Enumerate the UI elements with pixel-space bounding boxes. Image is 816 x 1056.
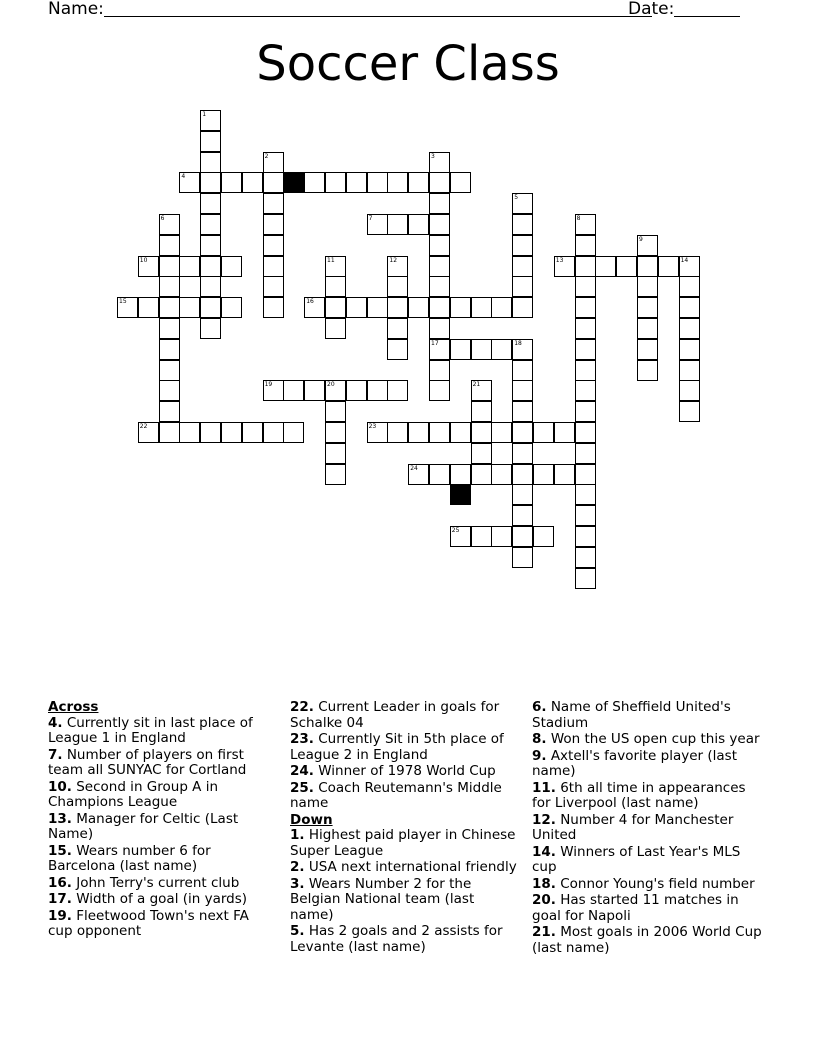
crossword-cell[interactable] xyxy=(159,235,180,256)
crossword-cell[interactable] xyxy=(159,422,180,443)
crossword-cell[interactable] xyxy=(679,276,700,297)
clue-number: 3. xyxy=(290,875,305,892)
clue-item xyxy=(532,781,762,812)
crossword-cell[interactable] xyxy=(575,526,596,547)
crossword-cell[interactable] xyxy=(533,526,554,547)
clue-item xyxy=(290,860,518,876)
crossword-cell[interactable] xyxy=(554,464,575,485)
crossword-cell[interactable] xyxy=(512,339,533,360)
crossword-cell[interactable] xyxy=(471,380,492,401)
crossword-cell[interactable] xyxy=(221,422,242,443)
crossword-cell[interactable] xyxy=(491,339,512,360)
clue-item xyxy=(48,748,273,779)
clue-item xyxy=(48,892,273,908)
crossword-cell[interactable] xyxy=(679,401,700,422)
cell-number: 6 xyxy=(160,215,165,222)
crossword-cell[interactable] xyxy=(637,276,658,297)
crossword-cell[interactable] xyxy=(429,256,450,277)
clue-text: Fleetwood Town's next FA cup opponent xyxy=(48,907,249,939)
clue-number: 7. xyxy=(48,746,63,763)
crossword-cell[interactable] xyxy=(159,339,180,360)
crossword-cell[interactable] xyxy=(387,214,408,235)
clue-text: Axtell's favorite player (last name) xyxy=(532,747,737,779)
crossword-cell[interactable] xyxy=(429,193,450,214)
crossword-cell[interactable] xyxy=(575,256,596,277)
clue-item xyxy=(532,732,762,748)
cell-number: 1 xyxy=(202,111,207,118)
crossword-cell[interactable] xyxy=(263,276,284,297)
crossword-cell[interactable] xyxy=(387,422,408,443)
crossword-cell[interactable] xyxy=(512,256,533,277)
crossword-cell[interactable] xyxy=(263,297,284,318)
crossword-cell[interactable] xyxy=(471,297,492,318)
crossword-cell[interactable] xyxy=(200,193,221,214)
crossword-cell[interactable] xyxy=(200,235,221,256)
crossword-cell[interactable] xyxy=(263,422,284,443)
crossword-cell[interactable] xyxy=(346,297,367,318)
crossword-cell[interactable] xyxy=(387,172,408,193)
crossword-cell[interactable] xyxy=(575,443,596,464)
clue-text: Number 4 for Manchester United xyxy=(532,811,734,843)
clue-item xyxy=(48,844,273,875)
crossword-cell[interactable] xyxy=(575,339,596,360)
clue-number: 1. xyxy=(290,827,305,843)
crossword-cell[interactable] xyxy=(658,256,679,277)
clue-item xyxy=(290,781,518,812)
crossword-cell[interactable] xyxy=(575,568,596,589)
crossword-cell[interactable] xyxy=(159,214,180,235)
clue-number: 2. xyxy=(290,859,305,875)
crossword-cell[interactable] xyxy=(221,256,242,277)
crossword-cell[interactable] xyxy=(408,172,429,193)
cell-number: 19 xyxy=(264,381,273,389)
crossword-cell[interactable] xyxy=(387,276,408,297)
clue-text: 6th all time in appearances for Liverpool (last name) xyxy=(532,779,746,811)
crossword-cell[interactable] xyxy=(200,276,221,297)
clue-heading-across: Across xyxy=(48,699,99,715)
crossword-cell[interactable] xyxy=(575,214,596,235)
crossword-cell[interactable] xyxy=(679,318,700,339)
crossword-cell[interactable] xyxy=(325,401,346,422)
crossword-cell[interactable] xyxy=(263,380,284,401)
crossword-cell[interactable] xyxy=(429,464,450,485)
crossword-cell[interactable] xyxy=(450,297,471,318)
crossword-cell[interactable] xyxy=(471,401,492,422)
crossword-cell[interactable] xyxy=(221,297,242,318)
cell-number: 22 xyxy=(139,423,148,430)
crossword-cell[interactable] xyxy=(429,235,450,256)
crossword-cell[interactable] xyxy=(283,422,304,443)
crossword-cell[interactable] xyxy=(117,297,138,318)
crossword-cell[interactable] xyxy=(491,422,512,443)
crossword-cell[interactable] xyxy=(200,131,221,152)
cell-number: 18 xyxy=(514,339,522,347)
crossword-cell[interactable] xyxy=(138,422,159,443)
crossword-black-cell xyxy=(283,172,304,193)
crossword-cell[interactable] xyxy=(159,401,180,422)
clue-text: Currently sit in last place of League 1 in England xyxy=(48,714,253,746)
crossword-cell[interactable] xyxy=(575,276,596,297)
clue-number: 16. xyxy=(48,874,72,891)
crossword-cell[interactable] xyxy=(429,422,450,443)
cell-number: 12 xyxy=(389,256,398,264)
crossword-cell[interactable] xyxy=(159,276,180,297)
clue-number: 12. xyxy=(532,811,556,828)
crossword-cell[interactable] xyxy=(325,443,346,464)
crossword-cell[interactable] xyxy=(429,318,450,339)
crossword-cell[interactable] xyxy=(304,380,325,401)
crossword-cell[interactable] xyxy=(512,214,533,235)
crossword-cell[interactable] xyxy=(450,339,471,360)
cell-number: 20 xyxy=(327,381,335,389)
crossword-cell[interactable] xyxy=(512,422,533,443)
cell-number: 14 xyxy=(680,256,689,264)
crossword-cell[interactable] xyxy=(179,297,200,318)
clue-text: Connor Young's field number xyxy=(555,875,755,892)
crossword-cell[interactable] xyxy=(512,401,533,422)
crossword-cell[interactable] xyxy=(159,360,180,381)
crossword-cell[interactable] xyxy=(512,276,533,297)
crossword-cell[interactable] xyxy=(575,360,596,381)
clue-item xyxy=(48,876,273,892)
crossword-cell[interactable] xyxy=(200,214,221,235)
clue-number: 14. xyxy=(532,843,556,860)
clue-number: 17. xyxy=(48,891,72,907)
crossword-cell[interactable] xyxy=(637,339,658,360)
name-label: Name: xyxy=(48,0,104,19)
cell-number: 17 xyxy=(431,339,439,347)
clue-item xyxy=(532,893,762,924)
crossword-cell[interactable] xyxy=(450,526,471,547)
crossword-cell[interactable] xyxy=(387,380,408,401)
cell-number: 11 xyxy=(327,256,335,264)
crossword-cell[interactable] xyxy=(387,256,408,277)
crossword-cell[interactable] xyxy=(138,297,159,318)
crossword-cell[interactable] xyxy=(512,360,533,381)
clue-text: Number of players on first team all SUNYAC for Cortland xyxy=(48,746,247,778)
crossword-cell[interactable] xyxy=(616,256,637,277)
crossword-cell[interactable] xyxy=(575,380,596,401)
crossword-cell[interactable] xyxy=(512,484,533,505)
crossword-cell[interactable] xyxy=(595,256,616,277)
clue-item xyxy=(290,732,518,763)
cell-number: 21 xyxy=(472,381,481,389)
crossword-cell[interactable] xyxy=(471,443,492,464)
crossword-cell[interactable] xyxy=(138,256,159,277)
cell-number: 23 xyxy=(368,423,377,430)
crossword-cell[interactable] xyxy=(200,422,221,443)
cell-number: 13 xyxy=(555,256,564,264)
crossword-cell[interactable] xyxy=(429,360,450,381)
clue-item xyxy=(290,764,518,780)
crossword-cell[interactable] xyxy=(367,172,388,193)
clue-item xyxy=(532,925,762,956)
clue-text: Won the US open cup this year xyxy=(546,731,760,747)
clue-number: 8. xyxy=(532,731,547,747)
clue-column-3 xyxy=(532,700,762,957)
clue-text: Coach Reutemann's Middle name xyxy=(290,779,502,811)
crossword-cell[interactable] xyxy=(263,256,284,277)
clue-number: 23. xyxy=(290,731,314,747)
crossword-cell[interactable] xyxy=(242,172,263,193)
clue-item xyxy=(290,924,518,955)
crossword-cell[interactable] xyxy=(471,464,492,485)
clue-item xyxy=(532,845,762,876)
crossword-cell[interactable] xyxy=(325,172,346,193)
crossword-cell[interactable] xyxy=(679,339,700,360)
clue-text: Currently Sit in 5th place of League 2 in England xyxy=(290,731,504,763)
clue-item xyxy=(532,877,762,893)
clue-item xyxy=(48,909,273,940)
page-title: Soccer Class xyxy=(256,36,560,92)
crossword-cell[interactable] xyxy=(637,360,658,381)
clue-text: Most goals in 2006 World Cup (last name) xyxy=(532,924,762,956)
crossword-black-cell xyxy=(450,484,471,505)
clue-number: 4. xyxy=(48,714,63,731)
crossword-cell[interactable] xyxy=(325,380,346,401)
crossword-cell[interactable] xyxy=(179,256,200,277)
crossword-cell[interactable] xyxy=(346,172,367,193)
clue-text: Highest paid player in Chinese Super League xyxy=(290,827,516,859)
crossword-cell[interactable] xyxy=(575,547,596,568)
clue-number: 10. xyxy=(48,778,72,795)
crossword-cell[interactable] xyxy=(450,464,471,485)
crossword-cell[interactable] xyxy=(429,339,450,360)
clue-item xyxy=(290,828,518,859)
clue-item xyxy=(48,812,273,843)
clue-text: Winner of 1978 World Cup xyxy=(313,763,496,779)
crossword-cell[interactable] xyxy=(200,297,221,318)
crossword-cell[interactable] xyxy=(325,256,346,277)
date-label: Date: xyxy=(628,0,675,19)
clue-text: Has 2 goals and 2 assists for Levante (last name) xyxy=(290,923,503,955)
crossword-cell[interactable] xyxy=(575,464,596,485)
clue-text: Winners of Last Year's MLS cup xyxy=(532,843,741,875)
crossword-cell[interactable] xyxy=(679,297,700,318)
clue-item xyxy=(290,700,518,731)
crossword-cell[interactable] xyxy=(200,318,221,339)
crossword-cell[interactable] xyxy=(387,339,408,360)
crossword-cell[interactable] xyxy=(471,339,492,360)
clue-text: John Terry's current club xyxy=(71,874,240,891)
clue-number: 11. xyxy=(532,779,556,796)
crossword-cell[interactable] xyxy=(367,214,388,235)
crossword-cell[interactable] xyxy=(575,318,596,339)
crossword-cell[interactable] xyxy=(263,193,284,214)
clue-text: Manager for Celtic (Last Name) xyxy=(48,810,239,842)
cell-number: 7 xyxy=(368,215,373,222)
crossword-cell[interactable] xyxy=(429,152,450,173)
cell-number: 4 xyxy=(181,173,186,181)
clue-item xyxy=(532,749,762,780)
crossword-cell[interactable] xyxy=(200,256,221,277)
cell-number: 15 xyxy=(119,298,127,306)
crossword-cell[interactable] xyxy=(533,464,554,485)
crossword-cell[interactable] xyxy=(512,443,533,464)
crossword-cell[interactable] xyxy=(367,422,388,443)
crossword-cell[interactable] xyxy=(387,297,408,318)
clue-number: 21. xyxy=(532,924,556,940)
crossword-cell[interactable] xyxy=(367,380,388,401)
crossword-cell[interactable] xyxy=(575,235,596,256)
crossword-cell[interactable] xyxy=(491,464,512,485)
crossword-cell[interactable] xyxy=(554,422,575,443)
crossword-cell[interactable] xyxy=(512,380,533,401)
cell-number: 10 xyxy=(139,256,148,264)
crossword-cell[interactable] xyxy=(429,380,450,401)
crossword-cell[interactable] xyxy=(679,360,700,381)
clue-number: 19. xyxy=(48,907,72,924)
crossword-cell[interactable] xyxy=(450,172,471,193)
clue-item xyxy=(48,716,273,747)
crossword-cell[interactable] xyxy=(159,380,180,401)
cell-number: 9 xyxy=(639,235,643,243)
cell-number: 3 xyxy=(431,152,435,160)
crossword-cell[interactable] xyxy=(429,297,450,318)
crossword-cell[interactable] xyxy=(179,422,200,443)
crossword-cell[interactable] xyxy=(575,484,596,505)
crossword-cell[interactable] xyxy=(200,110,221,131)
crossword-cell[interactable] xyxy=(512,526,533,547)
clue-number: 22. xyxy=(290,699,314,715)
crossword-cell[interactable] xyxy=(429,214,450,235)
crossword-cell[interactable] xyxy=(575,297,596,318)
crossword-cell[interactable] xyxy=(471,422,492,443)
clue-number: 24. xyxy=(290,763,314,779)
crossword-cell[interactable] xyxy=(679,380,700,401)
crossword-cell[interactable] xyxy=(263,235,284,256)
cell-number: 16 xyxy=(306,298,314,306)
crossword-cell[interactable] xyxy=(512,505,533,526)
clue-item xyxy=(532,813,762,844)
clue-text: Has started 11 matches in goal for Napoli xyxy=(532,892,739,924)
cell-number: 25 xyxy=(451,527,460,534)
clue-number: 9. xyxy=(532,747,547,764)
crossword-cell[interactable] xyxy=(159,318,180,339)
clue-text: Wears Number 2 for the Belgian National team (last name) xyxy=(290,875,475,923)
crossword-cell[interactable] xyxy=(325,464,346,485)
crossword-cell[interactable] xyxy=(637,235,658,256)
clue-item xyxy=(48,780,273,811)
crossword-cell[interactable] xyxy=(346,380,367,401)
crossword-cell[interactable] xyxy=(242,422,263,443)
crossword-cell[interactable] xyxy=(304,297,325,318)
crossword-cell[interactable] xyxy=(325,276,346,297)
clue-number: 20. xyxy=(532,892,556,908)
clue-text: Current Leader in goals for Schalke 04 xyxy=(290,699,500,731)
clue-number: 13. xyxy=(48,810,72,827)
clue-text: Width of a goal (in yards) xyxy=(71,891,248,907)
crossword-cell[interactable] xyxy=(575,505,596,526)
crossword-cell[interactable] xyxy=(512,193,533,214)
crossword-cell[interactable] xyxy=(283,380,304,401)
crossword-cell[interactable] xyxy=(159,297,180,318)
crossword-cell[interactable] xyxy=(263,152,284,173)
crossword-cell[interactable] xyxy=(491,526,512,547)
clue-item xyxy=(290,877,518,924)
clue-text: USA next international friendly xyxy=(304,859,517,875)
clue-column-2 xyxy=(290,700,518,956)
crossword-cell[interactable] xyxy=(387,318,408,339)
crossword-cell[interactable] xyxy=(325,422,346,443)
cell-number: 8 xyxy=(576,215,581,222)
clue-column-1 xyxy=(48,700,273,941)
clue-text: Name of Sheffield United's Stadium xyxy=(532,699,731,731)
clue-heading-down: Down xyxy=(290,811,333,828)
crossword-cell[interactable] xyxy=(408,464,429,485)
crossword-cell[interactable] xyxy=(637,297,658,318)
cell-number: 5 xyxy=(514,194,519,202)
crossword-cell[interactable] xyxy=(263,172,284,193)
crossword-cell[interactable] xyxy=(179,172,200,193)
clue-text: Wears number 6 for Barcelona (last name) xyxy=(48,842,211,874)
crossword-cell[interactable] xyxy=(575,401,596,422)
crossword-cell[interactable] xyxy=(200,152,221,173)
crossword-cell[interactable] xyxy=(325,318,346,339)
clue-item xyxy=(532,700,762,731)
crossword-cell[interactable] xyxy=(429,276,450,297)
crossword-cell[interactable] xyxy=(159,256,180,277)
crossword-cell[interactable] xyxy=(471,526,492,547)
crossword-cell[interactable] xyxy=(533,422,554,443)
crossword-cell[interactable] xyxy=(512,235,533,256)
crossword-cell[interactable] xyxy=(304,172,325,193)
crossword-cell[interactable] xyxy=(491,297,512,318)
crossword-cell[interactable] xyxy=(450,422,471,443)
clue-text: Second in Group A in Champions League xyxy=(48,778,219,810)
crossword-cell[interactable] xyxy=(367,297,388,318)
crossword-cell[interactable] xyxy=(200,172,221,193)
crossword-cell[interactable] xyxy=(637,318,658,339)
cell-number: 24 xyxy=(410,464,418,472)
clue-number: 18. xyxy=(532,875,556,892)
crossword-cell[interactable] xyxy=(575,422,596,443)
crossword-cell[interactable] xyxy=(554,256,575,277)
clue-number: 15. xyxy=(48,842,72,859)
crossword-cell[interactable] xyxy=(263,214,284,235)
clue-number: 25. xyxy=(290,779,314,796)
crossword-cell[interactable] xyxy=(637,256,658,277)
crossword-cell[interactable] xyxy=(221,172,242,193)
crossword-cell[interactable] xyxy=(512,464,533,485)
crossword-cell[interactable] xyxy=(408,422,429,443)
clue-number: 6. xyxy=(532,699,547,715)
cell-number: 2 xyxy=(264,152,269,160)
crossword-cell[interactable] xyxy=(408,214,429,235)
crossword-cell[interactable] xyxy=(679,256,700,277)
crossword-cell[interactable] xyxy=(429,172,450,193)
crossword-cell[interactable] xyxy=(325,297,346,318)
clue-number: 5. xyxy=(290,923,305,939)
crossword-cell[interactable] xyxy=(408,297,429,318)
crossword-cell[interactable] xyxy=(512,297,533,318)
crossword-cell[interactable] xyxy=(512,547,533,568)
